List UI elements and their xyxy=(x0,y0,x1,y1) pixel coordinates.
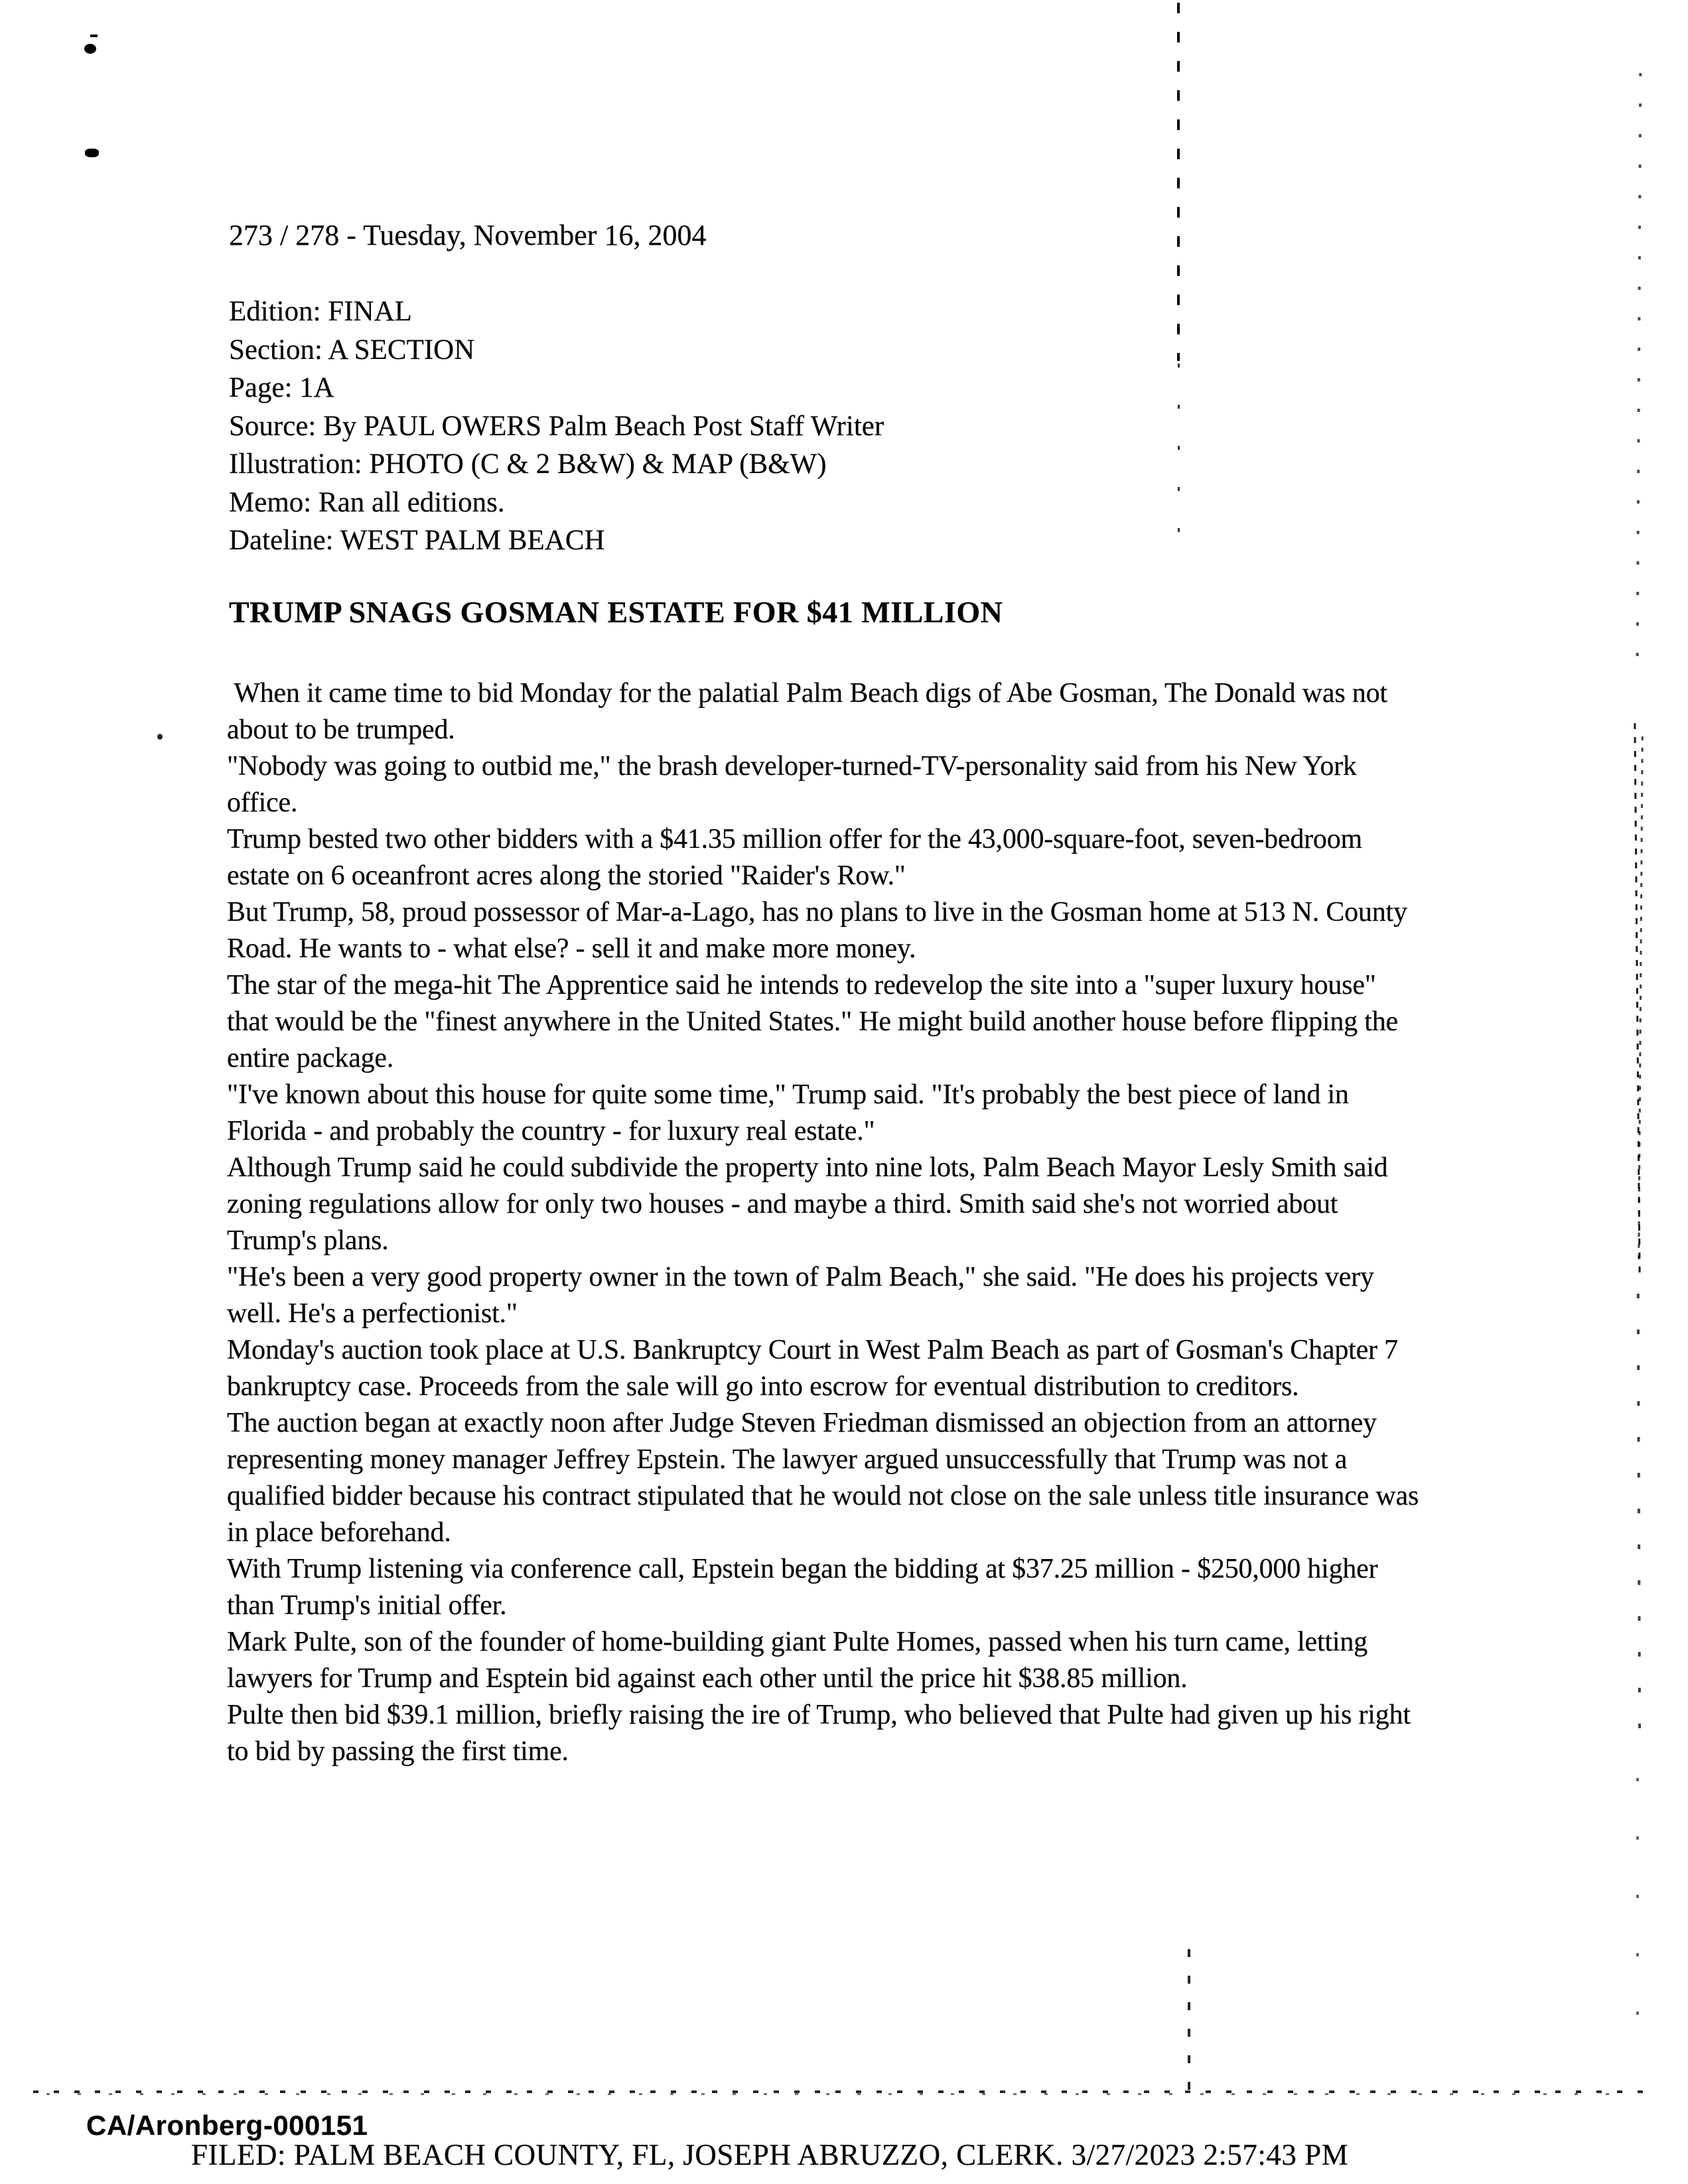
article-paragraph: Although Trump said he could subdivide the property into nine lots, Palm Beach Mayor Lesly Smith said zoning regulations allow for only two houses - and maybe a third. Smith said she's not worried about Trump's plans. xyxy=(227,1152,1395,1256)
meta-memo: Memo: Ran all editions. xyxy=(229,486,505,518)
scan-noise-line-horizontal xyxy=(46,2093,1626,2095)
article-paragraph: "Nobody was going to outbid me," the brash developer-turned-TV-personality said from his New York office. xyxy=(227,751,1364,818)
scan-noise-column-right xyxy=(1636,1778,1639,2063)
scan-dashed-line-vertical-bottom xyxy=(1188,1949,1190,2094)
article-paragraph: "I've known about this house for quite some time," Trump said. "It's probably the best piece of land in Florida - and probably the country - for luxury real estate." xyxy=(227,1079,1356,1146)
article-body xyxy=(227,675,1426,1770)
meta-illustration: Illustration: PHOTO (C & 2 B&W) & MAP (B&W) xyxy=(229,448,827,480)
scan-noise-column-right xyxy=(1638,736,1644,1261)
scan-noise-line-horizontal xyxy=(33,2090,1652,2093)
article-paragraph: Monday's auction took place at U.S. Bankruptcy Court in West Palm Beach as part of Gosman's Chapter 7 bankruptcy case. Proceeds from the sale will go into escrow for eventual distribution to creditors. xyxy=(227,1335,1405,1402)
article-paragraph: Pulte then bid $39.1 million, briefly raising the ire of Trump, who believed that Pulte had given up his right to bid by passing the first time. xyxy=(227,1700,1418,1767)
meta-section: Section: A SECTION xyxy=(229,334,475,366)
article-paragraph: When it came time to bid Monday for the palatial Palm Beach digs of Abe Gosman, The Donald was not about to be trumped. xyxy=(227,678,1395,745)
scan-noise-column-right xyxy=(1636,73,1642,657)
scan-speck-dash xyxy=(90,34,98,37)
metadata-block xyxy=(229,293,884,560)
article-paragraph: Mark Pulte, son of the founder of home-building giant Pulte Homes, passed when his turn came, letting lawyers for Trump and Esptein bid against each other until the price hit $38.85 million. xyxy=(227,1627,1375,1694)
meta-source: Source: By PAUL OWERS Palm Beach Post Staff Writer xyxy=(229,410,884,442)
meta-dateline: Dateline: WEST PALM BEACH xyxy=(229,525,605,556)
article-paragraph: The auction began at exactly noon after Judge Steven Friedman dismissed an objection from an attorney representing money manager Jeffrey Epstein. The lawyer argued unsuccessfully that Trump was not a qualified bidder because his contract stipulated that he would not close on the sale unless title insurance was in place beforehand. xyxy=(227,1408,1426,1548)
scan-noise-column-right xyxy=(1634,723,1640,1274)
article-paragraph: "He's been a very good property owner in the town of Palm Beach," she said. "He does his projects very well. He's a perfectionist." xyxy=(227,1262,1381,1329)
article-paragraph: Trump bested two other bidders with a $41.35 million offer for the 43,000-square-foot, seven-bedroom estate on 6 oceanfront acres along the storied "Raider's Row." xyxy=(227,824,1370,891)
article-paragraph: But Trump, 58, proud possessor of Mar-a-Lago, has no plans to live in the Gosman home at 513 N. County Road. He wants to - what else? - sell it and make more money. xyxy=(227,897,1415,964)
scan-dashed-line-vertical-tail xyxy=(1178,364,1180,533)
article-paragraph: The star of the mega-hit The Apprentice said he intends to redevelop the site into a "super luxury house" that would be the "finest anywhere in the United States." He might build another house before flipping the entire package. xyxy=(227,970,1405,1073)
scan-noise-column-right xyxy=(1637,1294,1641,1758)
meta-page: Page: 1A xyxy=(229,372,334,403)
bates-number: CA/Aronberg-000151 xyxy=(86,2110,368,2141)
scan-speck-margin xyxy=(157,734,163,740)
scan-dashed-line-vertical xyxy=(1177,3,1180,361)
article-headline: TRUMP SNAGS GOSMAN ESTATE FOR $41 MILLION xyxy=(229,595,1003,629)
page-header: 273 / 278 - Tuesday, November 16, 2004 xyxy=(229,219,707,251)
filing-stamp: FILED: PALM BEACH COUNTY, FL, JOSEPH ABRUZZO, CLERK. 3/27/2023 2:57:43 PM xyxy=(191,2138,1349,2171)
article-paragraph: With Trump listening via conference call, Epstein began the bidding at $37.25 million - $250,000 higher than Trump's initial offer. xyxy=(227,1554,1385,1621)
scan-speck-top-left xyxy=(84,44,96,54)
scan-speck-left xyxy=(85,149,99,157)
meta-edition: Edition: FINAL xyxy=(229,296,412,327)
